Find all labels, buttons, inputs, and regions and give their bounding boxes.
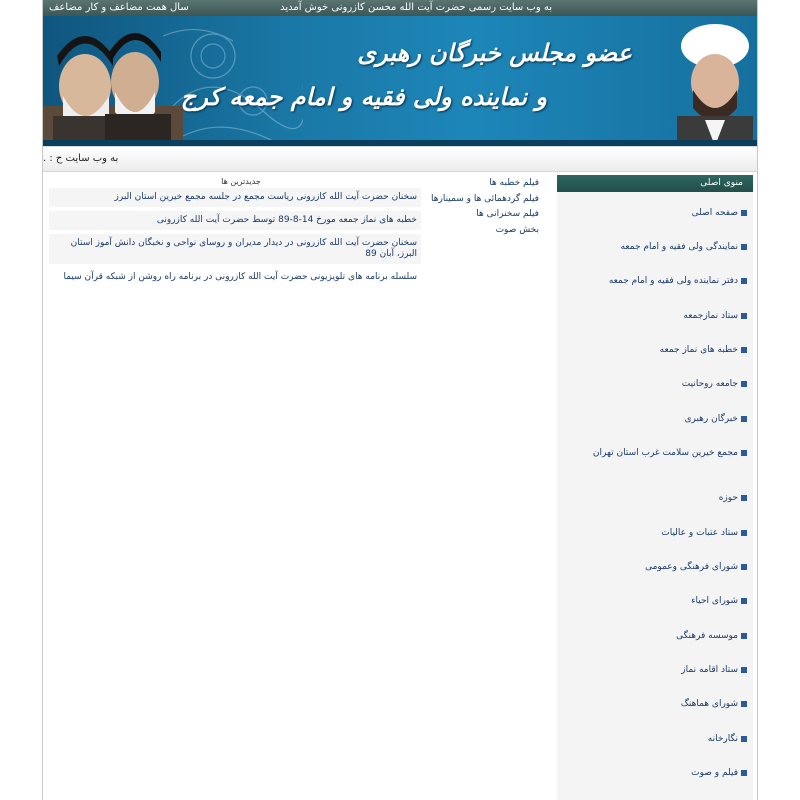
arrow-bullet-icon [741,495,747,501]
main-menu [557,175,753,800]
menu-item-label: شورای هماهنگ [680,699,738,709]
menu-item-label: جامعه روحانیت [681,379,738,389]
news-item[interactable]: سخنان حضرت آیت الله کازرونی در دیدار مدیران و روسای نواحی و نخبگان دانش آموز استان البرز، آبان 89 [49,234,421,264]
menu-item-prayer-hq[interactable] [577,664,747,676]
banner-title-line2: و نماینده ولی فقیه و امام جمعه کرج [180,82,547,111]
film-link-audio[interactable]: بخش صوت [495,224,539,235]
menu-item-label: شورای احیاء [691,596,738,606]
arrow-bullet-icon [741,244,747,250]
arrow-bullet-icon [741,210,747,216]
year-slogan: سال همت مضاعف و کار مضاعف [49,2,189,13]
arrow-bullet-icon [741,450,747,456]
film-links-list [419,176,539,238]
menu-item-label: دفتر نماینده ولی فقیه و امام جمعه [608,276,738,286]
arrow-bullet-icon [741,381,747,387]
menu-item-label: نمایندگی ولی فقیه و امام جمعه [620,242,738,252]
portrait-ayatollah-icon [671,16,757,146]
menu-item-label: خطبه های نماز جمعه [659,345,738,355]
news-item[interactable]: سلسله برنامه های تلویزیونی حضرت آیت الله کازرونی در برنامه راه روشن از شبکه قرآن سیما [49,268,421,287]
menu-item-label: خبرگان رهبری [684,414,738,424]
arrow-bullet-icon [741,736,747,742]
menu-item-clergy[interactable] [577,378,747,390]
menu-item-label: صفحه اصلی [691,208,738,218]
top-bar [43,0,757,16]
welcome-text: به وب سایت رسمی حضرت آیت الله محسن کازرونی خوش آمدید [280,2,552,13]
arrow-bullet-icon [741,598,747,604]
menu-item-seminary[interactable] [577,492,747,504]
menu-item-label: شورای فرهنگی وعمومی [645,562,738,572]
menu-item-film-audio[interactable] [577,767,747,779]
film-link-sermons[interactable]: فیلم خطبه ها [489,178,539,188]
page-frame [42,0,758,800]
news-item[interactable]: خطبه های نماز جمعه مورخ 14-8-89 توسط حضرت آیت الله کازرونی [49,211,421,230]
menu-item-home[interactable] [577,207,747,219]
menu-item-ehya-council[interactable] [577,595,747,607]
menu-item-label: حوزه [718,493,738,503]
menu-item-health-charity[interactable] [577,447,747,459]
menu-item-label: ستاد اقامه نماز [681,665,738,675]
arrow-bullet-icon [741,347,747,353]
arrow-bullet-icon [741,416,747,422]
news-item[interactable]: سخنان حضرت آیت الله کازرونی ریاست مجمع در جلسه مجمع خیرین استان البرز [49,188,421,207]
latest-news-title: جدیدترین ها [221,177,261,186]
menu-item-sermons[interactable] [577,344,747,356]
main-menu-title: منوی اصلی [557,175,753,192]
menu-item-label: مجمع خیرین سلامت غرب استان تهران [592,448,738,458]
banner-title-line1: عضو مجلس خبرگان رهبری [357,38,632,67]
menu-item-atabat[interactable] [577,527,747,539]
news-ticker [43,146,757,172]
menu-item-friday-prayer-hq[interactable] [577,310,747,322]
arrow-bullet-icon [741,633,747,639]
arrow-bullet-icon [741,770,747,776]
menu-item-label: موسسه فرهنگی [676,631,738,641]
menu-item-cultural-council[interactable] [577,561,747,573]
menu-item-office[interactable] [577,275,747,287]
arrow-bullet-icon [741,564,747,570]
menu-item-representation[interactable] [577,241,747,253]
arrow-bullet-icon [741,530,747,536]
menu-item-label: فیلم و صوت [691,768,738,778]
arrow-bullet-icon [741,313,747,319]
portrait-leader-icon [43,16,183,146]
menu-item-cultural-institute[interactable] [577,630,747,642]
menu-item-gallery[interactable] [577,733,747,745]
arrow-bullet-icon [741,278,747,284]
film-link-speeches[interactable]: فیلم سخنرانی ها [476,209,539,219]
menu-item-experts[interactable] [577,413,747,425]
arrow-bullet-icon [741,701,747,707]
ticker-text: به وب سایت ح : . [43,153,119,164]
latest-news-panel [49,176,421,291]
menu-item-label: ستاد عتبات و عالیات [661,528,738,538]
menu-item-label: ستاد نمازجمعه [683,311,738,321]
menu-item-label: نگارخانه [707,734,738,744]
header-banner [43,16,757,146]
film-link-seminars[interactable]: فیلم گردهمائی ها و سمینارها [431,193,539,204]
arrow-bullet-icon [741,667,747,673]
menu-item-coordination-council[interactable] [577,698,747,710]
